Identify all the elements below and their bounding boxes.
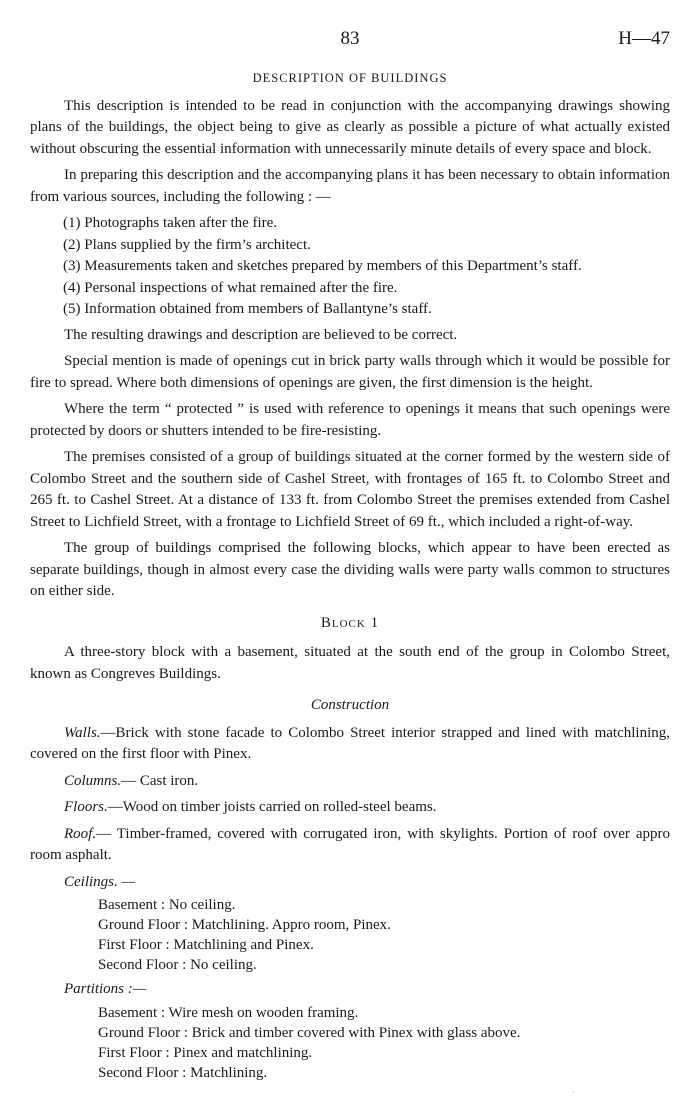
list-item: Second Floor : No ceiling.: [98, 957, 257, 973]
list-item: (3) Measurements taken and sketches prepared by members of this Department’s staff.: [63, 258, 582, 274]
list-item: Second Floor : Matchlining.: [98, 1064, 268, 1081]
roof-paragraph: [30, 824, 670, 867]
roof-text: — Timber-framed, covered with corrugated iron, with skylights. Portion of roof over appro room asphalt.: [30, 825, 670, 863]
columns-text: — Cast iron.: [121, 772, 199, 789]
list-item: First Floor : Pinex and matchlining.: [98, 1044, 313, 1061]
body-paragraph-1: The resulting drawings and description are believed to be correct.: [64, 326, 458, 343]
partitions-label: Partitions :—: [64, 981, 147, 997]
intro-paragraph-1: This description is intended to be read in conjunction with the accompanying drawings showing plans of the buildings, the object being to give as clearly as possible a picture of what actually existed without obscuring the essential information with unnecessarily minute details of every space and block.: [30, 97, 670, 157]
construction-heading: Construction: [310, 697, 390, 713]
list-item: (1) Photographs taken after the fire.: [63, 215, 278, 231]
list-item: (2) Plans supplied by the firm’s architect.: [63, 236, 311, 253]
floors-paragraph: [30, 797, 670, 819]
floors-text: —Wood on timber joists carried on rolled-steel beams.: [107, 799, 437, 815]
walls-paragraph: [30, 723, 670, 766]
block-heading: Block 1: [320, 614, 380, 631]
document-reference: H—47: [618, 28, 670, 49]
body-paragraph-4: The premises consisted of a group of buildings situated at the corner formed by the western side of Colombo Street and the southern side of Cashel Street, with frontages of 165 ft. to Colombo Street and 265 ft. to Cashel Street. At a distance of 133 ft. from Colombo Street the premises extended from Cashel Street to Lichfield Street, with a frontage to Lichfield Street of 69 ft., which included a right-of-way.: [30, 449, 670, 530]
list-item: (5) Information obtained from members of Ballantyne’s staff.: [63, 301, 432, 317]
page-number: 83: [340, 28, 360, 49]
body-paragraph-5: The group of buildings comprised the following blocks, which appear to have been erected as separate buildings, though in almost every case the dividing walls were party walls common to structures on either side.: [30, 540, 670, 599]
ceilings-list: [30, 895, 670, 975]
list-item: Basement : No ceiling.: [98, 897, 236, 913]
block-description: A three-story block with a basement, situated at the south end of the group in Colombo Street, known as Congreves Buildings.: [30, 644, 670, 682]
walls-term: Walls.: [64, 724, 101, 741]
body-paragraph-3: Where the term “ protected ” is used with reference to openings it means that such openings were protected by doors or shutters intended to be fire-resisting.: [30, 401, 670, 439]
roof-term: Roof.: [64, 825, 97, 842]
page-content: [30, 68, 670, 1087]
walls-text: —Brick with stone facade to Colombo Street interior strapped and lined with matchlining, covered on the first floor with Pinex.: [30, 724, 670, 762]
partitions-list: [30, 1003, 670, 1083]
list-item: Basement : Wire mesh on wooden framing.: [98, 1004, 359, 1021]
columns-term: Columns.: [64, 772, 122, 789]
sources-list: [30, 213, 670, 321]
section-title: DESCRIPTION OF BUILDINGS: [252, 71, 448, 85]
body-paragraph-2: Special mention is made of openings cut in brick party walls through which it would be possible for fire to spread. Where both dimensions of openings are given, the first dimension is the height.: [30, 353, 670, 391]
list-item: First Floor : Matchlining and Pinex.: [98, 937, 314, 953]
list-item: Ground Floor : Matchlining. Appro room, Pinex.: [98, 917, 391, 933]
scan-speck: ·: [572, 1088, 575, 1097]
ceilings-label: Ceilings. —: [64, 873, 135, 890]
columns-paragraph: [30, 771, 670, 793]
intro-paragraph-2: In preparing this description and the accompanying plans it has been necessary to obtain information from various sources, including the following : —: [30, 167, 670, 205]
list-item: (4) Personal inspections of what remained after the fire.: [63, 279, 398, 296]
floors-term: Floors.: [64, 799, 108, 815]
list-item: Ground Floor : Brick and timber covered with Pinex with glass above.: [98, 1024, 521, 1041]
